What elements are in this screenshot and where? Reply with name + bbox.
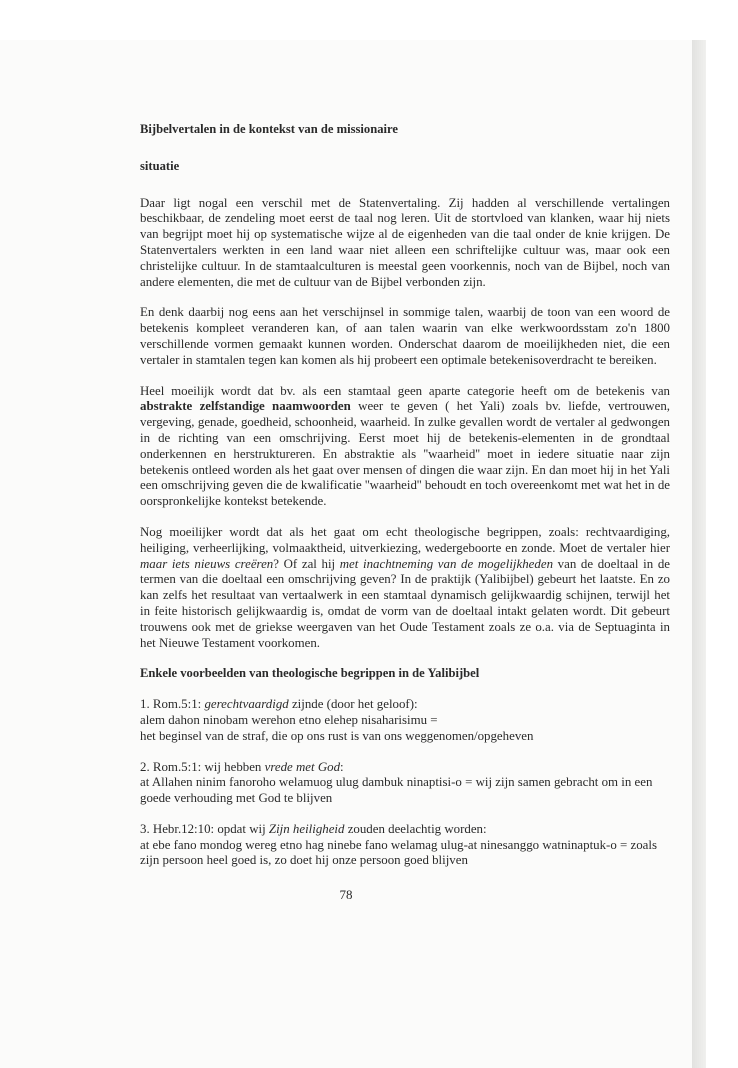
paragraph-1: Daar ligt nogal een verschil met de Statenvertaling. Zij hadden al verschillende vertalingen beschikbaar, de zendeling moet eerst de taal nog leren. Uit de stortvloed van klanken, waar hij niets van begrijpt moet hij op systematische wijze al de eigenheden van die taal onder de knie krijgen. De Statenvertalers werkten in een land waar niet alleen een schriftelijke cultuur was, maar ook een christelijke cultuur. In de stamtaalculturen is meestal geen voorkennis, noch van de Bijbel, noch van andere elementen, die met de cultuur van de Bijbel verbonden zijn. [140, 195, 670, 289]
section-title-line1: Bijbelvertalen in de kontekst van de missionaire [140, 122, 398, 136]
example-2-yali: at Allahen ninim fanoroho welamuog ulug dambuk ninaptisi-o = wij zijn samen gebracht om in een goede verhouding met God te blijven [140, 775, 653, 806]
paragraph-3-text-a: Heel moeilijk wordt dat bv. als een stamtaal geen aparte categorie heeft om de betekenis van [140, 383, 670, 398]
example-1-ref-text: 1. Rom.5:1: [140, 697, 205, 712]
example-1-term: gerechtvaardigd [204, 697, 289, 712]
paragraph-4-text-b: ? Of zal hij [273, 556, 340, 571]
paragraph-3-text-b: weer te geven ( het Yali) zoals bv. liefde, vertrouwen, vergeving, genade, goedheid, schoonheid, waarheid. In zulke gevallen wordt de vertaler al gedwongen in de richting van een omschrijving. Eerst moet hij de betekenis-elementen in de grondtaal onderkennen en herstruktureren. En abstraktie als ''waarheid'' moet in iedere situatie naar zijn betekenis ontleed worden als het gaat over mensen of dingen die waar zijn. En dan moet hij in het Yali een omschrijving geven die de kwalificatie ''waarheid'' behoudt en toch overeenkomt met wat het in de oorspronkelijke kontekst betekende. [140, 399, 670, 509]
page-number: 78 [339, 887, 353, 902]
section-title-line2: situatie [140, 158, 180, 173]
example-3-term: Zijn heiligheid [268, 821, 345, 836]
example-3 [140, 822, 670, 869]
example-3-ref-text: 3. Hebr.12:10: opdat wij [140, 821, 269, 836]
example-2 [140, 760, 670, 807]
example-2-ref-text: 2. Rom.5:1: wij hebben [140, 759, 265, 774]
page-edge [692, 40, 706, 1068]
paragraph-3 [140, 384, 670, 510]
subheading: Enkele voorbeelden van theologische begrippen in de Yalibijbel [140, 666, 480, 681]
example-2-ref-after: : [340, 759, 344, 774]
paragraph-3-bold-term: abstrakte zelfstandige naamwoorden [140, 399, 351, 414]
example-3-ref [140, 822, 670, 838]
paragraph-4-italic-1: maar iets nieuws creëren [140, 556, 274, 571]
example-3-ref-after: zouden deelachtig worden: [344, 821, 487, 836]
paragraph-4-text-c: van de doeltaal in de termen van die doeltaal een omschrijving geven? In de praktijk (Yalibijbel) gebeurt het laatste. En zo kan zelfs het resultaat van vertaalwerk in een stamtaal dynamisch gelijkwaardig schijnen, terwijl het in feite historisch gelijkwaardig is, omdat de vorm van de doeltaal intakt gelaten wordt. Dit gebeurt trouwens ook met de griekse weergaven van het Oude Testament zoals ze o.a. via de Septuaginta in het Nieuwe Testament voorkomen. [140, 556, 670, 650]
paragraph-4-text-a: Nog moeilijker wordt dat als het gaat om echt theologische begrippen, zoals: rechtvaardiging, heiliging, verheerlijking, volmaaktheid, uitverkiezing, wedergeboorte en zonde. Moet de vertaler hier [140, 524, 670, 555]
example-1-ref-after: zijnde (door het geloof): [288, 697, 418, 712]
page-content [140, 122, 670, 884]
paragraph-4 [140, 525, 670, 651]
example-2-term: vrede met God [264, 759, 341, 774]
example-1 [140, 697, 670, 744]
paragraph-2: En denk daarbij nog eens aan het verschijnsel in sommige talen, waarbij de toon van een woord de betekenis kompleet veranderen kan, of aan talen waarin van elke werkwoordsstam zo'n 1800 verschillende vormen gemaakt kunnen worden. Onderschat daarom de moeilijkheden niet, die een vertaler in stamtalen tegen kan komen als hij probeert een optimale betekenisoverdracht te bereiken. [140, 305, 670, 367]
paragraph-4-italic-2: met inachtneming van de mogelijkheden [339, 556, 554, 571]
example-2-ref [140, 760, 670, 776]
example-3-yali: at ebe fano mondog wereg etno hag ninebe fano welamag ulug-at ninesanggo watninaptuk-o = zoals zijn persoon heel goed is, zo doet hij onze persoon goed blijven [140, 837, 657, 868]
example-1-dutch: het beginsel van de straf, die op ons rust is van ons weggenomen/opgeheven [140, 728, 534, 743]
example-1-yali: alem dahon ninobam werehon etno elehep nisaharisimu = [140, 712, 438, 727]
example-1-ref [140, 697, 670, 713]
